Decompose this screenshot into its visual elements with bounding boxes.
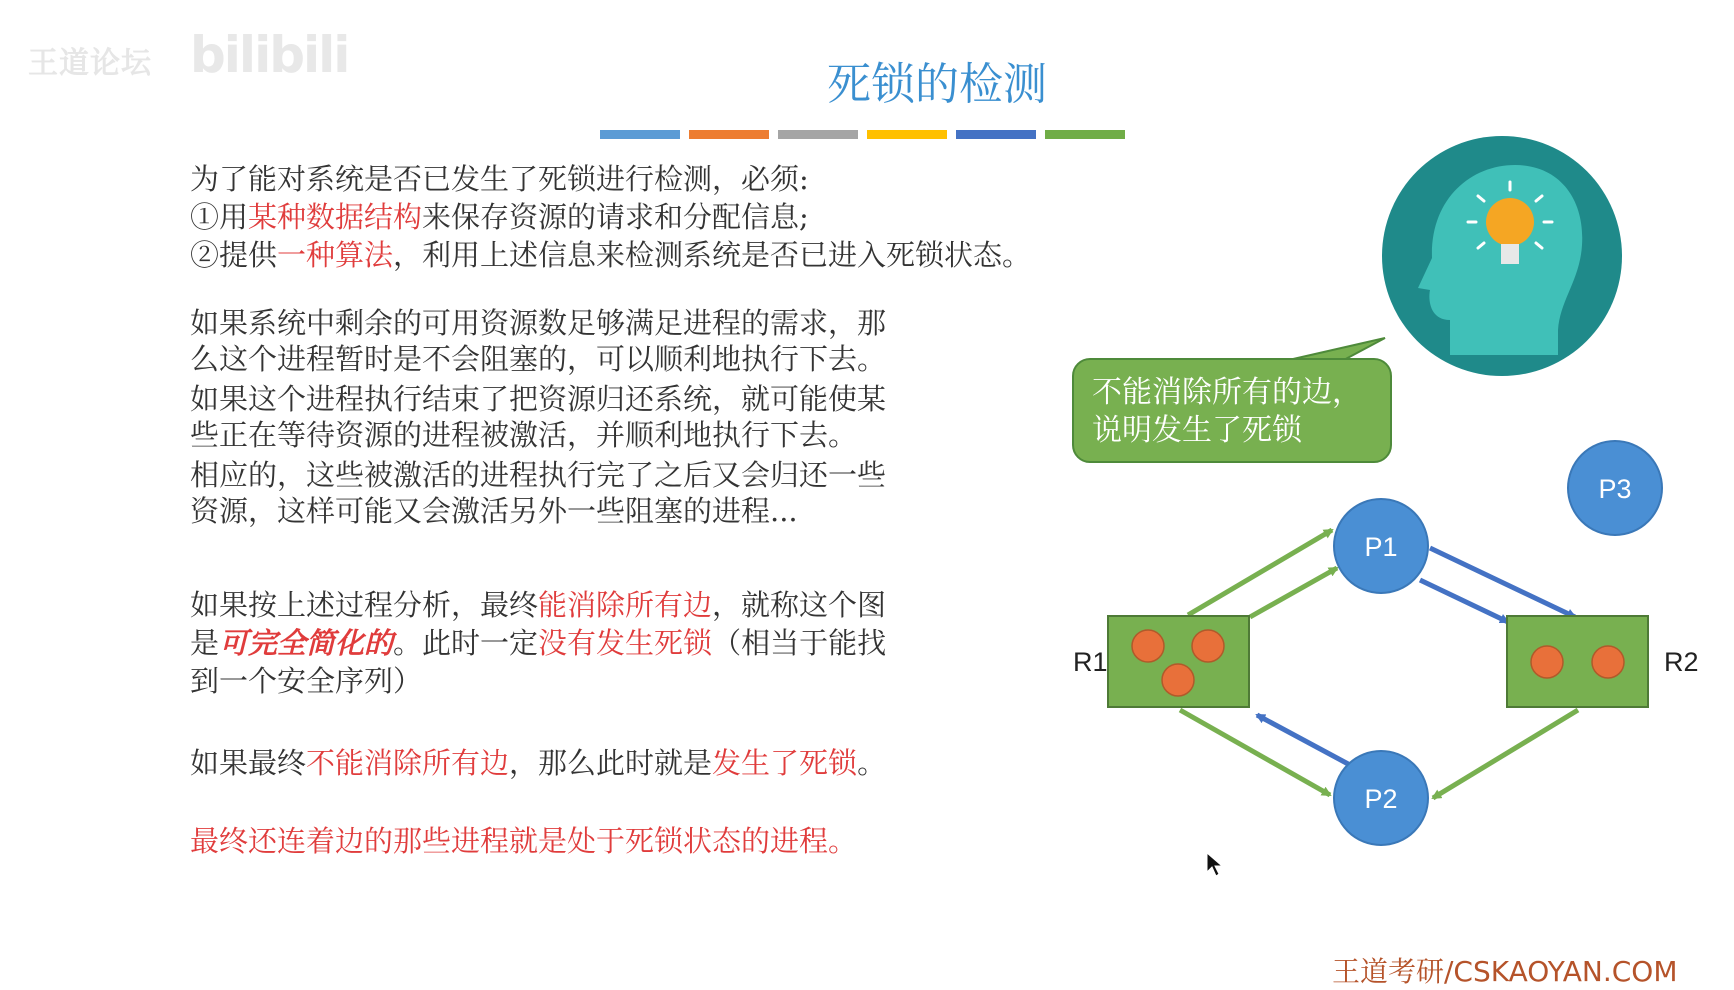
r1-label: R1 xyxy=(1073,647,1108,677)
final-note: 最终还连着边的那些进程就是处于死锁状态的进程。 xyxy=(190,824,858,858)
footer-brand: 王道考研/CSKAOYAN.COM xyxy=(1332,955,1678,988)
explain-line-5: 相应的，这些被激活的进程执行完了之后又会归还一些 xyxy=(190,458,887,492)
conclusion-line-3: 到一个安全序列） xyxy=(190,664,423,698)
intro-line-1: 为了能对系统是否已发生了死锁进行检测，必须: xyxy=(190,162,809,196)
watermark-text: 王道论坛 xyxy=(28,46,152,81)
resource-r2 xyxy=(1507,616,1648,707)
page-title: 死锁的检测 xyxy=(827,59,1047,110)
explain-line-6: 资源，这样可能又会激活另外一些阻塞的进程... xyxy=(190,494,798,528)
svg-text:P3: P3 xyxy=(1598,474,1632,504)
explain-line-3: 如果这个进程执行结束了把资源归还系统，就可能使某 xyxy=(190,382,887,416)
bubble-line-1: 不能消除所有的边， xyxy=(1092,375,1362,410)
edge-r2-p2 xyxy=(1433,710,1578,798)
deadlock-line: 如果最终不能消除所有边，那么此时就是发生了死锁。 xyxy=(190,746,887,780)
speech-bubble xyxy=(1072,358,1392,463)
resource-unit xyxy=(1192,630,1224,662)
process-p3 xyxy=(1568,441,1662,535)
edge-r1-p2 xyxy=(1180,710,1330,795)
resource-unit xyxy=(1162,664,1194,696)
intro-line-2: ①用某种数据结构来保存资源的请求和分配信息; xyxy=(190,200,809,234)
process-p1 xyxy=(1334,499,1428,593)
svg-text:P2: P2 xyxy=(1364,784,1398,814)
resource-unit xyxy=(1132,630,1164,662)
explain-line-2: 么这个进程暂时是不会阻塞的，可以顺利地执行下去。 xyxy=(190,342,887,376)
explain-line-1: 如果系统中剩余的可用资源数足够满足进程的需求，那 xyxy=(190,306,887,340)
r2-label: R2 xyxy=(1664,647,1699,677)
resource-unit xyxy=(1592,646,1624,678)
head-lightbulb-icon xyxy=(1382,136,1622,376)
svg-text:P1: P1 xyxy=(1364,532,1398,562)
edge-r1-p1-b xyxy=(1250,568,1337,617)
bilibili-logo: bilibili xyxy=(190,26,349,84)
process-p2 xyxy=(1334,751,1428,845)
edge-r1-p1-a xyxy=(1188,530,1332,615)
resource-unit xyxy=(1531,646,1563,678)
mouse-cursor-icon xyxy=(1206,852,1224,878)
conclusion-line-1: 如果按上述过程分析，最终能消除所有边，就称这个图 xyxy=(190,588,887,622)
bubble-line-2: 说明发生了死锁 xyxy=(1092,413,1302,448)
resource-r1 xyxy=(1108,616,1249,707)
intro-line-3: ②提供一种算法，利用上述信息来检测系统是否已进入死锁状态。 xyxy=(190,238,1032,272)
edge-p1-r2-b xyxy=(1420,580,1508,622)
explain-line-4: 些正在等待资源的进程被激活，并顺利地执行下去。 xyxy=(190,418,858,452)
conclusion-line-2: 是可完全简化的。此时一定没有发生死锁（相当于能找 xyxy=(190,626,887,660)
edge-p2-r1 xyxy=(1257,715,1350,765)
edge-p1-r2-a xyxy=(1430,548,1575,617)
